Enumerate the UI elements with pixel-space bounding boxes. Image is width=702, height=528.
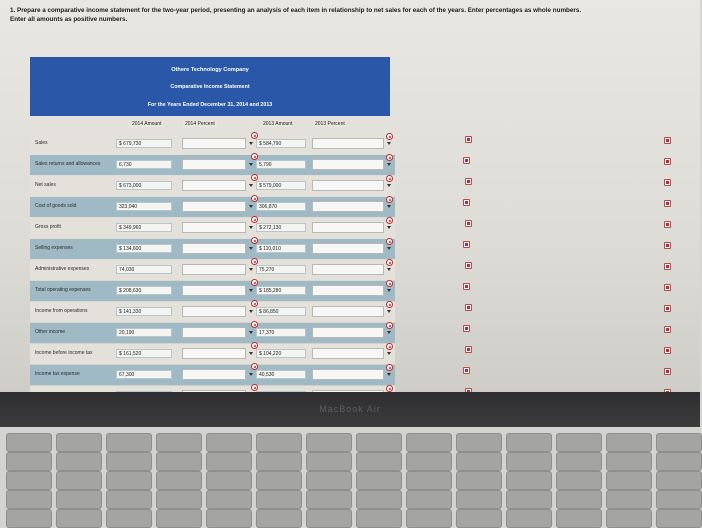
side-check-icon bbox=[463, 367, 470, 374]
dropdown-arrow-icon[interactable] bbox=[249, 163, 253, 166]
keyboard-key bbox=[506, 452, 552, 471]
keyboard-key bbox=[256, 471, 302, 490]
side-check-icon bbox=[664, 326, 671, 333]
side-check-icon bbox=[664, 200, 671, 207]
keyboard-key bbox=[456, 490, 502, 509]
dropdown-arrow-icon[interactable] bbox=[387, 226, 391, 229]
keyboard-key bbox=[206, 471, 252, 490]
keyboard-key bbox=[656, 433, 702, 452]
dropdown-arrow-icon[interactable] bbox=[387, 289, 391, 292]
keyboard-key bbox=[606, 471, 652, 490]
incorrect-mark-icon bbox=[386, 154, 393, 161]
side-check-icon bbox=[463, 241, 470, 248]
keyboard-key bbox=[206, 452, 252, 471]
amount-2013-field[interactable]: $ 185,280 bbox=[256, 286, 306, 295]
table-row bbox=[30, 260, 395, 280]
keyboard-key bbox=[406, 452, 452, 471]
dropdown-arrow-icon[interactable] bbox=[249, 184, 253, 187]
dropdown-arrow-icon[interactable] bbox=[249, 226, 253, 229]
row-label: Net sales bbox=[35, 182, 56, 188]
percent-2014-input[interactable] bbox=[182, 285, 246, 296]
incorrect-mark-icon bbox=[386, 175, 393, 182]
keyboard-key bbox=[406, 471, 452, 490]
keyboard-key bbox=[206, 509, 252, 528]
keyboard-key bbox=[656, 509, 702, 528]
amount-2014-field[interactable]: 74,030 bbox=[116, 265, 172, 274]
side-check-icon bbox=[664, 347, 671, 354]
keyboard-key bbox=[206, 490, 252, 509]
keyboard-key bbox=[656, 452, 702, 471]
percent-2013-input[interactable] bbox=[312, 264, 384, 275]
keyboard-key bbox=[306, 452, 352, 471]
incorrect-mark-icon bbox=[251, 300, 258, 307]
dropdown-arrow-icon[interactable] bbox=[387, 247, 391, 250]
side-check-icon bbox=[664, 221, 671, 228]
table-row bbox=[30, 176, 395, 196]
device-brand: MacBook Air bbox=[319, 404, 381, 414]
keyboard-key bbox=[56, 471, 102, 490]
percent-2013-input[interactable] bbox=[312, 222, 384, 233]
keyboard-key bbox=[56, 452, 102, 471]
keyboard-key bbox=[356, 452, 402, 471]
amount-2014-field[interactable]: $ 134,600 bbox=[116, 244, 172, 253]
incorrect-mark-icon bbox=[386, 385, 393, 392]
incorrect-mark-icon bbox=[251, 342, 258, 349]
row-label: Sales bbox=[35, 140, 48, 146]
laptop-bezel bbox=[0, 392, 700, 427]
keyboard-key bbox=[256, 452, 302, 471]
amount-2013-field[interactable]: 306,870 bbox=[256, 202, 306, 211]
keyboard-key bbox=[106, 433, 152, 452]
company-name: Othere Technology Company bbox=[171, 67, 249, 73]
incorrect-mark-icon bbox=[251, 279, 258, 286]
keyboard-key bbox=[306, 509, 352, 528]
keyboard-key bbox=[506, 433, 552, 452]
keyboard-key bbox=[406, 509, 452, 528]
keyboard-key bbox=[106, 471, 152, 490]
dropdown-arrow-icon[interactable] bbox=[387, 352, 391, 355]
amount-2013-field[interactable]: $ 86,850 bbox=[256, 307, 306, 316]
incorrect-mark-icon bbox=[386, 343, 393, 350]
row-label: Sales returns and allowances bbox=[35, 161, 101, 167]
side-check-icon bbox=[465, 346, 472, 353]
percent-2013-input[interactable] bbox=[312, 138, 384, 149]
col-2014-percent: 2014 Percent bbox=[185, 121, 215, 127]
keyboard-key bbox=[56, 509, 102, 528]
keyboard-key bbox=[256, 509, 302, 528]
table-row bbox=[30, 344, 395, 364]
incorrect-mark-icon bbox=[386, 196, 393, 203]
instructions bbox=[10, 6, 680, 24]
row-label: Administrative expenses bbox=[35, 266, 90, 272]
dropdown-arrow-icon[interactable] bbox=[249, 289, 253, 292]
row-label: Total operating expenses bbox=[35, 287, 91, 293]
row-label: Other income bbox=[35, 329, 66, 335]
instruction-line-1: 1. Prepare a comparative income statement for the two-year period, presenting an analysis of each item in relationship to net sales for each of the years. Enter percentages as whole numbers. bbox=[10, 7, 582, 14]
incorrect-mark-icon bbox=[386, 364, 393, 371]
incorrect-mark-icon bbox=[386, 322, 393, 329]
keyboard-key bbox=[56, 433, 102, 452]
dropdown-arrow-icon[interactable] bbox=[249, 310, 253, 313]
amount-2014-field[interactable]: 67,300 bbox=[116, 370, 172, 379]
incorrect-mark-icon bbox=[386, 238, 393, 245]
amount-2014-field[interactable]: $ 161,520 bbox=[116, 349, 172, 358]
percent-2014-input[interactable] bbox=[182, 369, 246, 380]
statement-header bbox=[30, 57, 390, 116]
table-row bbox=[30, 281, 395, 301]
keyboard-key bbox=[506, 490, 552, 509]
keyboard-key bbox=[456, 433, 502, 452]
amount-2013-field[interactable]: 40,530 bbox=[256, 370, 306, 379]
side-check-icon bbox=[664, 263, 671, 270]
percent-2013-input[interactable] bbox=[312, 327, 384, 338]
incorrect-mark-icon bbox=[251, 216, 258, 223]
side-check-icon bbox=[463, 157, 470, 164]
amount-2014-field[interactable]: $ 141,330 bbox=[116, 307, 172, 316]
keyboard-key bbox=[506, 471, 552, 490]
incorrect-mark-icon bbox=[386, 301, 393, 308]
keyboard-key bbox=[106, 452, 152, 471]
percent-2013-input[interactable] bbox=[312, 306, 384, 317]
amount-2013-field[interactable]: $ 104,220 bbox=[256, 349, 306, 358]
keyboard-key bbox=[556, 471, 602, 490]
side-check-icon bbox=[664, 284, 671, 291]
keyboard-key bbox=[456, 452, 502, 471]
side-check-icon bbox=[664, 179, 671, 186]
side-check-icon bbox=[664, 158, 671, 165]
keyboard-key bbox=[6, 471, 52, 490]
percent-2013-input[interactable] bbox=[312, 348, 384, 359]
dropdown-arrow-icon[interactable] bbox=[249, 205, 253, 208]
side-check-icon bbox=[465, 220, 472, 227]
keyboard-key bbox=[206, 433, 252, 452]
amount-2013-field[interactable]: $ 110,010 bbox=[256, 244, 306, 253]
statement-title: Comparative Income Statement bbox=[170, 84, 250, 90]
percent-2014-input[interactable] bbox=[182, 138, 246, 149]
keyboard-key bbox=[356, 490, 402, 509]
percent-2014-input[interactable] bbox=[182, 264, 246, 275]
keyboard-key bbox=[406, 433, 452, 452]
table-row bbox=[30, 197, 395, 217]
side-check-icon bbox=[465, 178, 472, 185]
dropdown-arrow-icon[interactable] bbox=[387, 163, 391, 166]
keyboard-key bbox=[356, 509, 402, 528]
instruction-line-2: Enter all amounts as positive numbers. bbox=[10, 16, 128, 23]
table-row bbox=[30, 302, 395, 322]
percent-2014-input[interactable] bbox=[182, 180, 246, 191]
keyboard-key bbox=[156, 452, 202, 471]
row-label: Selling expenses bbox=[35, 245, 73, 251]
percent-2014-input[interactable] bbox=[182, 243, 246, 254]
keyboard-key bbox=[306, 471, 352, 490]
keyboard-key bbox=[506, 509, 552, 528]
percent-2014-input[interactable] bbox=[182, 201, 246, 212]
amount-2013-field[interactable]: 17,370 bbox=[256, 328, 306, 337]
keyboard-key bbox=[356, 433, 402, 452]
table-row bbox=[30, 365, 395, 385]
keyboard-key bbox=[156, 509, 202, 528]
keyboard-key bbox=[106, 509, 152, 528]
amount-2014-field[interactable]: 6,730 bbox=[116, 160, 172, 169]
percent-2013-input[interactable] bbox=[312, 159, 384, 170]
amount-2013-field[interactable]: $ 584,790 bbox=[256, 139, 306, 148]
incorrect-mark-icon bbox=[386, 217, 393, 224]
incorrect-mark-icon bbox=[251, 384, 258, 391]
table-row bbox=[30, 323, 395, 343]
incorrect-mark-icon bbox=[251, 258, 258, 265]
amount-2013-field[interactable]: 5,790 bbox=[256, 160, 306, 169]
col-2013-percent: 2013 Percent bbox=[315, 121, 345, 127]
keyboard-key bbox=[56, 490, 102, 509]
table-row bbox=[30, 239, 395, 259]
table-row bbox=[30, 155, 395, 175]
amount-2014-field[interactable]: 20,190 bbox=[116, 328, 172, 337]
row-label: Income before income tax bbox=[35, 350, 93, 356]
incorrect-mark-icon bbox=[251, 195, 258, 202]
incorrect-mark-icon bbox=[386, 259, 393, 266]
percent-2014-input[interactable] bbox=[182, 327, 246, 338]
row-label: Gross profit bbox=[35, 224, 61, 230]
incorrect-mark-icon bbox=[251, 237, 258, 244]
dropdown-arrow-icon[interactable] bbox=[387, 268, 391, 271]
percent-2014-input[interactable] bbox=[182, 159, 246, 170]
amount-2014-field[interactable]: $ 673,000 bbox=[116, 181, 172, 190]
keyboard-key bbox=[306, 433, 352, 452]
dropdown-arrow-icon[interactable] bbox=[387, 331, 391, 334]
amount-2013-field[interactable]: $ 579,000 bbox=[256, 181, 306, 190]
amount-2014-field[interactable]: $ 679,730 bbox=[116, 139, 172, 148]
dropdown-arrow-icon[interactable] bbox=[249, 373, 253, 376]
percent-2013-input[interactable] bbox=[312, 369, 384, 380]
keyboard-key bbox=[606, 509, 652, 528]
percent-2014-input[interactable] bbox=[182, 222, 246, 233]
keyboard-key bbox=[556, 490, 602, 509]
row-label: Cost of goods sold bbox=[35, 203, 77, 209]
incorrect-mark-icon bbox=[251, 153, 258, 160]
side-check-icon bbox=[664, 242, 671, 249]
percent-2013-input[interactable] bbox=[312, 243, 384, 254]
incorrect-mark-icon bbox=[386, 133, 393, 140]
keyboard-key bbox=[556, 452, 602, 471]
dropdown-arrow-icon[interactable] bbox=[387, 373, 391, 376]
keyboard-key bbox=[356, 471, 402, 490]
dropdown-arrow-icon[interactable] bbox=[387, 310, 391, 313]
side-check-icon bbox=[465, 136, 472, 143]
amount-2013-field[interactable]: 75,270 bbox=[256, 265, 306, 274]
dropdown-arrow-icon[interactable] bbox=[387, 205, 391, 208]
dropdown-arrow-icon[interactable] bbox=[249, 352, 253, 355]
keyboard-key bbox=[606, 433, 652, 452]
percent-2013-input[interactable] bbox=[312, 201, 384, 212]
table-row bbox=[30, 218, 395, 238]
row-label: Income from operations bbox=[35, 308, 88, 314]
keyboard-key bbox=[556, 433, 602, 452]
keyboard-key bbox=[656, 490, 702, 509]
keyboard bbox=[0, 427, 700, 525]
dropdown-arrow-icon[interactable] bbox=[387, 184, 391, 187]
dropdown-arrow-icon[interactable] bbox=[249, 247, 253, 250]
percent-2014-input[interactable] bbox=[182, 348, 246, 359]
col-2014-amount: 2014 Amount bbox=[132, 121, 162, 127]
keyboard-key bbox=[606, 452, 652, 471]
keyboard-key bbox=[406, 490, 452, 509]
side-check-icon bbox=[664, 137, 671, 144]
keyboard-key bbox=[556, 509, 602, 528]
amount-2014-field[interactable]: $ 208,630 bbox=[116, 286, 172, 295]
row-label: Income tax expense bbox=[35, 371, 80, 377]
percent-2013-input[interactable] bbox=[312, 285, 384, 296]
keyboard-key bbox=[256, 433, 302, 452]
keyboard-key bbox=[256, 490, 302, 509]
side-check-icon bbox=[664, 305, 671, 312]
side-check-icon bbox=[463, 325, 470, 332]
table-row bbox=[30, 134, 395, 154]
dropdown-arrow-icon[interactable] bbox=[387, 142, 391, 145]
keyboard-key bbox=[456, 471, 502, 490]
side-check-icon bbox=[465, 262, 472, 269]
keyboard-key bbox=[6, 490, 52, 509]
keyboard-key bbox=[606, 490, 652, 509]
side-check-icon bbox=[465, 304, 472, 311]
percent-2014-input[interactable] bbox=[182, 306, 246, 317]
dropdown-arrow-icon[interactable] bbox=[249, 142, 253, 145]
side-check-icon bbox=[463, 199, 470, 206]
incorrect-mark-icon bbox=[386, 280, 393, 287]
keyboard-key bbox=[156, 471, 202, 490]
incorrect-mark-icon bbox=[251, 321, 258, 328]
side-check-icon bbox=[463, 283, 470, 290]
keyboard-key bbox=[6, 509, 52, 528]
incorrect-mark-icon bbox=[251, 132, 258, 139]
keyboard-key bbox=[106, 490, 152, 509]
dropdown-arrow-icon[interactable] bbox=[249, 331, 253, 334]
keyboard-key bbox=[456, 509, 502, 528]
keyboard-key bbox=[6, 452, 52, 471]
keyboard-key bbox=[656, 471, 702, 490]
incorrect-mark-icon bbox=[251, 174, 258, 181]
percent-2013-input[interactable] bbox=[312, 180, 384, 191]
col-2013-amount: 2013 Amount bbox=[263, 121, 293, 127]
dropdown-arrow-icon[interactable] bbox=[249, 268, 253, 271]
amount-2014-field[interactable]: $ 349,960 bbox=[116, 223, 172, 232]
statement-period: For the Years Ended December 31, 2014 and 2013 bbox=[147, 102, 273, 108]
side-check-icon bbox=[664, 368, 671, 375]
amount-2013-field[interactable]: $ 272,130 bbox=[256, 223, 306, 232]
keyboard-key bbox=[156, 490, 202, 509]
keyboard-key bbox=[6, 433, 52, 452]
amount-2014-field[interactable]: 323,040 bbox=[116, 202, 172, 211]
incorrect-mark-icon bbox=[251, 363, 258, 370]
keyboard-key bbox=[306, 490, 352, 509]
keyboard-key bbox=[156, 433, 202, 452]
